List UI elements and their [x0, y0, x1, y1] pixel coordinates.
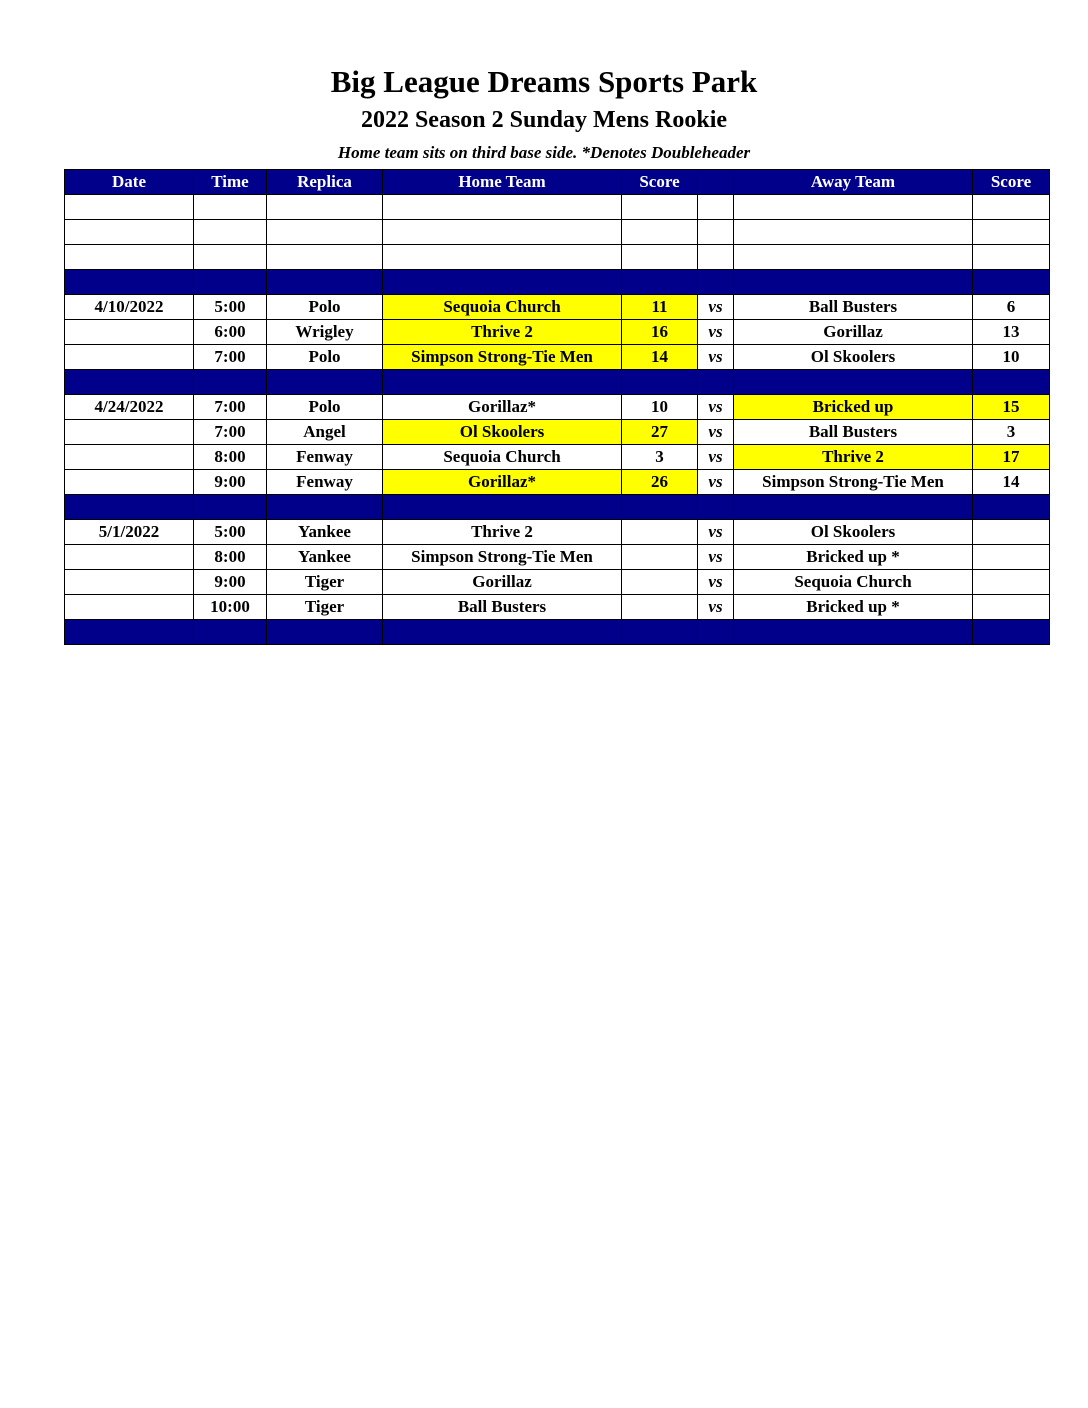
game-field: Tiger	[267, 595, 383, 620]
table-row	[65, 345, 1050, 370]
game-field: Wrigley	[267, 320, 383, 345]
page-title: Big League Dreams Sports Park	[330, 64, 758, 99]
home-team: Ol Skoolers	[383, 420, 622, 445]
away-score: 10	[973, 345, 1050, 370]
blank-row	[65, 245, 1050, 270]
away-score: 14	[973, 470, 1050, 495]
table-row	[65, 545, 1050, 570]
game-field: Polo	[267, 395, 383, 420]
home-score: 27	[622, 420, 698, 445]
separator-row	[65, 370, 1050, 395]
game-date	[65, 445, 194, 470]
away-score: 13	[973, 320, 1050, 345]
home-score: 10	[622, 395, 698, 420]
game-field: Yankee	[267, 545, 383, 570]
col-header-away-team: Away Team	[734, 170, 973, 195]
away-score	[973, 520, 1050, 545]
table-row	[65, 420, 1050, 445]
away-team: Ball Busters	[734, 295, 973, 320]
vs-label: vs	[698, 570, 734, 595]
home-score	[622, 570, 698, 595]
home-score: 14	[622, 345, 698, 370]
vs-label: vs	[698, 595, 734, 620]
away-score	[973, 545, 1050, 570]
away-team: Sequoia Church	[734, 570, 973, 595]
blank-row	[65, 195, 1050, 220]
game-field: Angel	[267, 420, 383, 445]
game-time: 7:00	[194, 395, 267, 420]
blank-row	[65, 220, 1050, 245]
game-date	[65, 420, 194, 445]
vs-label: vs	[698, 445, 734, 470]
game-field: Fenway	[267, 445, 383, 470]
game-date	[65, 570, 194, 595]
game-time: 9:00	[194, 570, 267, 595]
vs-label: vs	[698, 295, 734, 320]
home-team: Simpson Strong-Tie Men	[383, 345, 622, 370]
vs-label: vs	[698, 420, 734, 445]
game-date	[65, 595, 194, 620]
vs-label: vs	[698, 395, 734, 420]
game-date: 5/1/2022	[65, 520, 194, 545]
home-team: Thrive 2	[383, 520, 622, 545]
game-field: Polo	[267, 295, 383, 320]
home-team: Gorillaz*	[383, 395, 622, 420]
home-score: 3	[622, 445, 698, 470]
game-time: 5:00	[194, 295, 267, 320]
home-score: 16	[622, 320, 698, 345]
game-time: 5:00	[194, 520, 267, 545]
home-score: 26	[622, 470, 698, 495]
col-header-home-score: Score	[622, 170, 698, 195]
table-row	[65, 520, 1050, 545]
separator-row	[65, 495, 1050, 520]
away-team: Gorillaz	[734, 320, 973, 345]
away-team: Simpson Strong-Tie Men	[734, 470, 973, 495]
home-team: Gorillaz	[383, 570, 622, 595]
separator-row	[65, 620, 1050, 645]
home-team: Ball Busters	[383, 595, 622, 620]
away-team: Ball Busters	[734, 420, 973, 445]
home-team: Sequoia Church	[383, 295, 622, 320]
game-date	[65, 320, 194, 345]
table-row	[65, 470, 1050, 495]
home-team: Sequoia Church	[383, 445, 622, 470]
table-row	[65, 295, 1050, 320]
col-header-home-team: Home Team	[383, 170, 622, 195]
away-score: 15	[973, 395, 1050, 420]
game-field: Tiger	[267, 570, 383, 595]
away-score: 3	[973, 420, 1050, 445]
table-row	[65, 395, 1050, 420]
away-team: Bricked up	[734, 395, 973, 420]
game-field: Yankee	[267, 520, 383, 545]
vs-label: vs	[698, 520, 734, 545]
game-date	[65, 345, 194, 370]
game-date: 4/24/2022	[65, 395, 194, 420]
home-score	[622, 520, 698, 545]
home-team: Simpson Strong-Tie Men	[383, 545, 622, 570]
game-time: 9:00	[194, 470, 267, 495]
schedule-note: Home team sits on third base side. *Denotes Doubleheader	[337, 143, 751, 162]
vs-label: vs	[698, 545, 734, 570]
col-header-vs	[698, 170, 734, 195]
away-score: 6	[973, 295, 1050, 320]
game-time: 10:00	[194, 595, 267, 620]
vs-label: vs	[698, 320, 734, 345]
col-header-away-score: Score	[973, 170, 1050, 195]
header-row	[65, 170, 1050, 195]
away-team: Ol Skoolers	[734, 520, 973, 545]
game-field: Polo	[267, 345, 383, 370]
game-time: 7:00	[194, 420, 267, 445]
game-field: Fenway	[267, 470, 383, 495]
away-score	[973, 595, 1050, 620]
table-row	[65, 595, 1050, 620]
vs-label: vs	[698, 470, 734, 495]
game-date	[65, 545, 194, 570]
game-time: 7:00	[194, 345, 267, 370]
table-row	[65, 570, 1050, 595]
game-time: 6:00	[194, 320, 267, 345]
game-time: 8:00	[194, 445, 267, 470]
schedule-table	[64, 169, 1050, 645]
away-team: Bricked up *	[734, 545, 973, 570]
home-team: Gorillaz*	[383, 470, 622, 495]
col-header-replica: Replica	[267, 170, 383, 195]
game-date	[65, 470, 194, 495]
away-score	[973, 570, 1050, 595]
game-date: 4/10/2022	[65, 295, 194, 320]
page-subtitle: 2022 Season 2 Sunday Mens Rookie	[360, 107, 728, 133]
table-row	[65, 445, 1050, 470]
game-time: 8:00	[194, 545, 267, 570]
away-team: Ol Skoolers	[734, 345, 973, 370]
col-header-time: Time	[194, 170, 267, 195]
away-team: Thrive 2	[734, 445, 973, 470]
home-score: 11	[622, 295, 698, 320]
home-score	[622, 545, 698, 570]
col-header-date: Date	[65, 170, 194, 195]
away-team: Bricked up *	[734, 595, 973, 620]
separator-row	[65, 270, 1050, 295]
vs-label: vs	[698, 345, 734, 370]
away-score: 17	[973, 445, 1050, 470]
table-row	[65, 320, 1050, 345]
home-score	[622, 595, 698, 620]
home-team: Thrive 2	[383, 320, 622, 345]
